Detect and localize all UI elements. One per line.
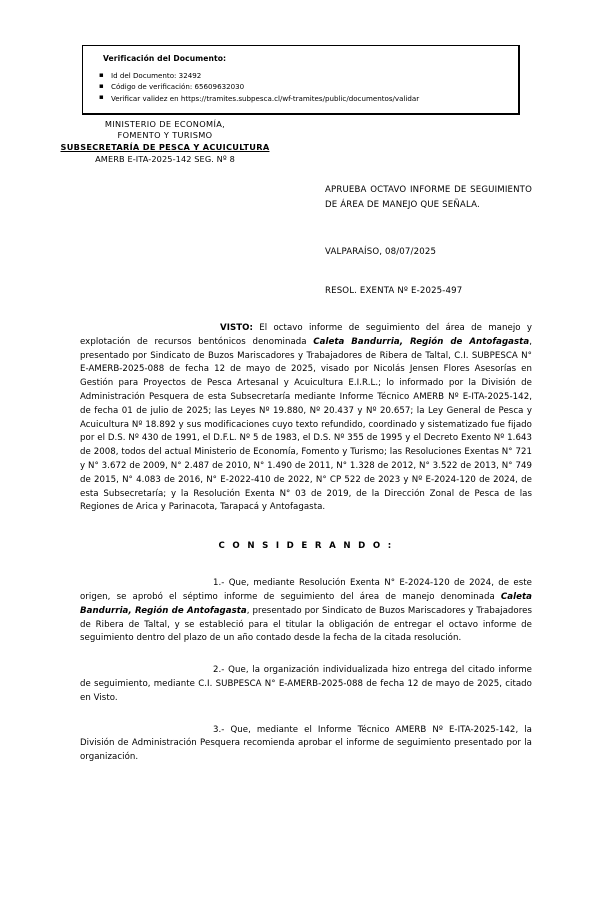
spacer: [80, 706, 532, 724]
spacer: [80, 551, 532, 577]
subsecretaria-label: SUBSECRETARÍA DE PESCA Y ACUICULTURA: [60, 141, 270, 152]
considerando-item-1: [80, 577, 532, 646]
spacer: [80, 646, 532, 664]
verification-list: [97, 70, 508, 104]
verification-item-url: ▪ Verificar validez en https://tramites.subpesca.cl/wf-tramites/public/documentos/validar: [97, 93, 508, 104]
verification-box: [82, 45, 520, 115]
place-and-date: VALPARAÍSO, 08/07/2025: [325, 247, 437, 257]
ministry-line-2: FOMENTO Y TURISMO: [117, 130, 213, 141]
visto-text-1: El octavo informe de seguimiento del área de manejo y explotación de recursos bentónicos denominada: [80, 323, 532, 347]
verification-item-document-id: ▪ Id del Documento: 32492: [97, 70, 508, 81]
visto-paragraph: [80, 322, 532, 515]
verification-title: Verificación del Documento:: [103, 54, 227, 63]
ministry-line-1: MINISTERIO DE ECONOMÍA,: [104, 119, 226, 129]
visto-emphasis: Caleta Bandurria, Región de Antofagasta: [313, 336, 530, 347]
considerando-item-1-emphasis: Caleta Bandurria, Región de Antofagasta: [80, 591, 532, 616]
considerando-item-2: 2.- Que, la organización individualizada hizo entrega del citado informe de seguimiento, mediante C.I. SUBPESCA N° E-AMERB-2025-088 de fecha 12 de mayo de 2025, citado en Visto.: [80, 665, 532, 703]
verification-item-code: ▪ Código de verificación: 65609632030: [97, 81, 508, 92]
document-body: [80, 322, 532, 765]
considerando-item-3: 3.- Que, mediante el Informe Técnico AMERB Nº E-ITA-2025-142, la División de Administración Pesquera recomienda aprobar el informe de seguimiento presentado por la organización.: [80, 724, 532, 763]
considerando-item-1-text-2: , presentado por Sindicato de Buzos Mariscadores y Trabajadores de Ribera de Taltal, y se estableció para el titular la obligación de entregar el octavo informe de seguimiento dentro del plazo de un año contado desde la fecha de la citada resolución.: [80, 605, 532, 644]
amerb-reference: AMERB E-ITA-2025-142 SEG. Nº 8: [95, 154, 235, 165]
resolution-number: RESOL. EXENTA Nº E-2025-497: [325, 286, 463, 296]
visto-keyword: VISTO:: [220, 323, 253, 333]
spacer: [80, 515, 532, 541]
considerando-heading: C O N S I D E R A N D O :: [218, 541, 394, 552]
document-subject-title: APRUEBA OCTAVO INFORME DE SEGUIMIENTO DE ÁREA DE MANEJO QUE SEÑALA.: [325, 185, 532, 210]
visto-text-2: , presentado por Sindicato de Buzos Mariscadores y Trabajadores de Ribera de Taltal, C.I. SUBPESCA N° E-AMERB-2025-088 de fecha 12 de mayo de 2025, visado por Nicolás Jensen Flores Asesorías en Gestión para Proyectos de Pesca Artesanal y Acuicultura E.I.R.L.; lo informado por la División de Administración Pesquera de esta Subsecretaría mediante Informe Técnico AMERB Nº E-ITA-2025-142, de fecha 01 de julio de 2025; las Leyes Nº 19.880, Nº 20.437 y Nº 20.657; la Ley General de Pesca y Acuicultura Nº 18.892 y sus modificaciones cuyo texto refundido, coordinado y sistematizado fue fijado por el D.S. Nº 430 de 1991, el D.F.L. Nº 5 de 1983, el D.S. Nº 355 de 1995 y el Decreto Exento Nº 1.643 de 2008, todos del actual Ministerio de Economía, Fomento y Turismo; las Resoluciones Exentas N° 721 y N° 3.672 de 2009, N° 2.487 de 2010, N° 1.490 de 2011, N° 1.328 de 2012, N° 3.522 de 2013, N° 749 de 2015, N° 4.083 de 2016, N° E-2022-410 de 2022, N° CP 522 de 2023 y Nº E-2024-120 de 2024, de esta Subsecretaría; y la Resolución Exenta N° 03 de 2019, de la Dirección Zonal de Pesca de las Regiones de Arica y Parinacota, Tarapacá y Antofagasta.: [80, 336, 532, 513]
considerando-item-1-text-1: 1.- Que, mediante Resolución Exenta N° E-2024-120 de 2024, de este origen, se aprobó el séptimo informe de seguimiento del área de manejo denominada: [80, 578, 532, 602]
ministry-header: [40, 119, 290, 165]
